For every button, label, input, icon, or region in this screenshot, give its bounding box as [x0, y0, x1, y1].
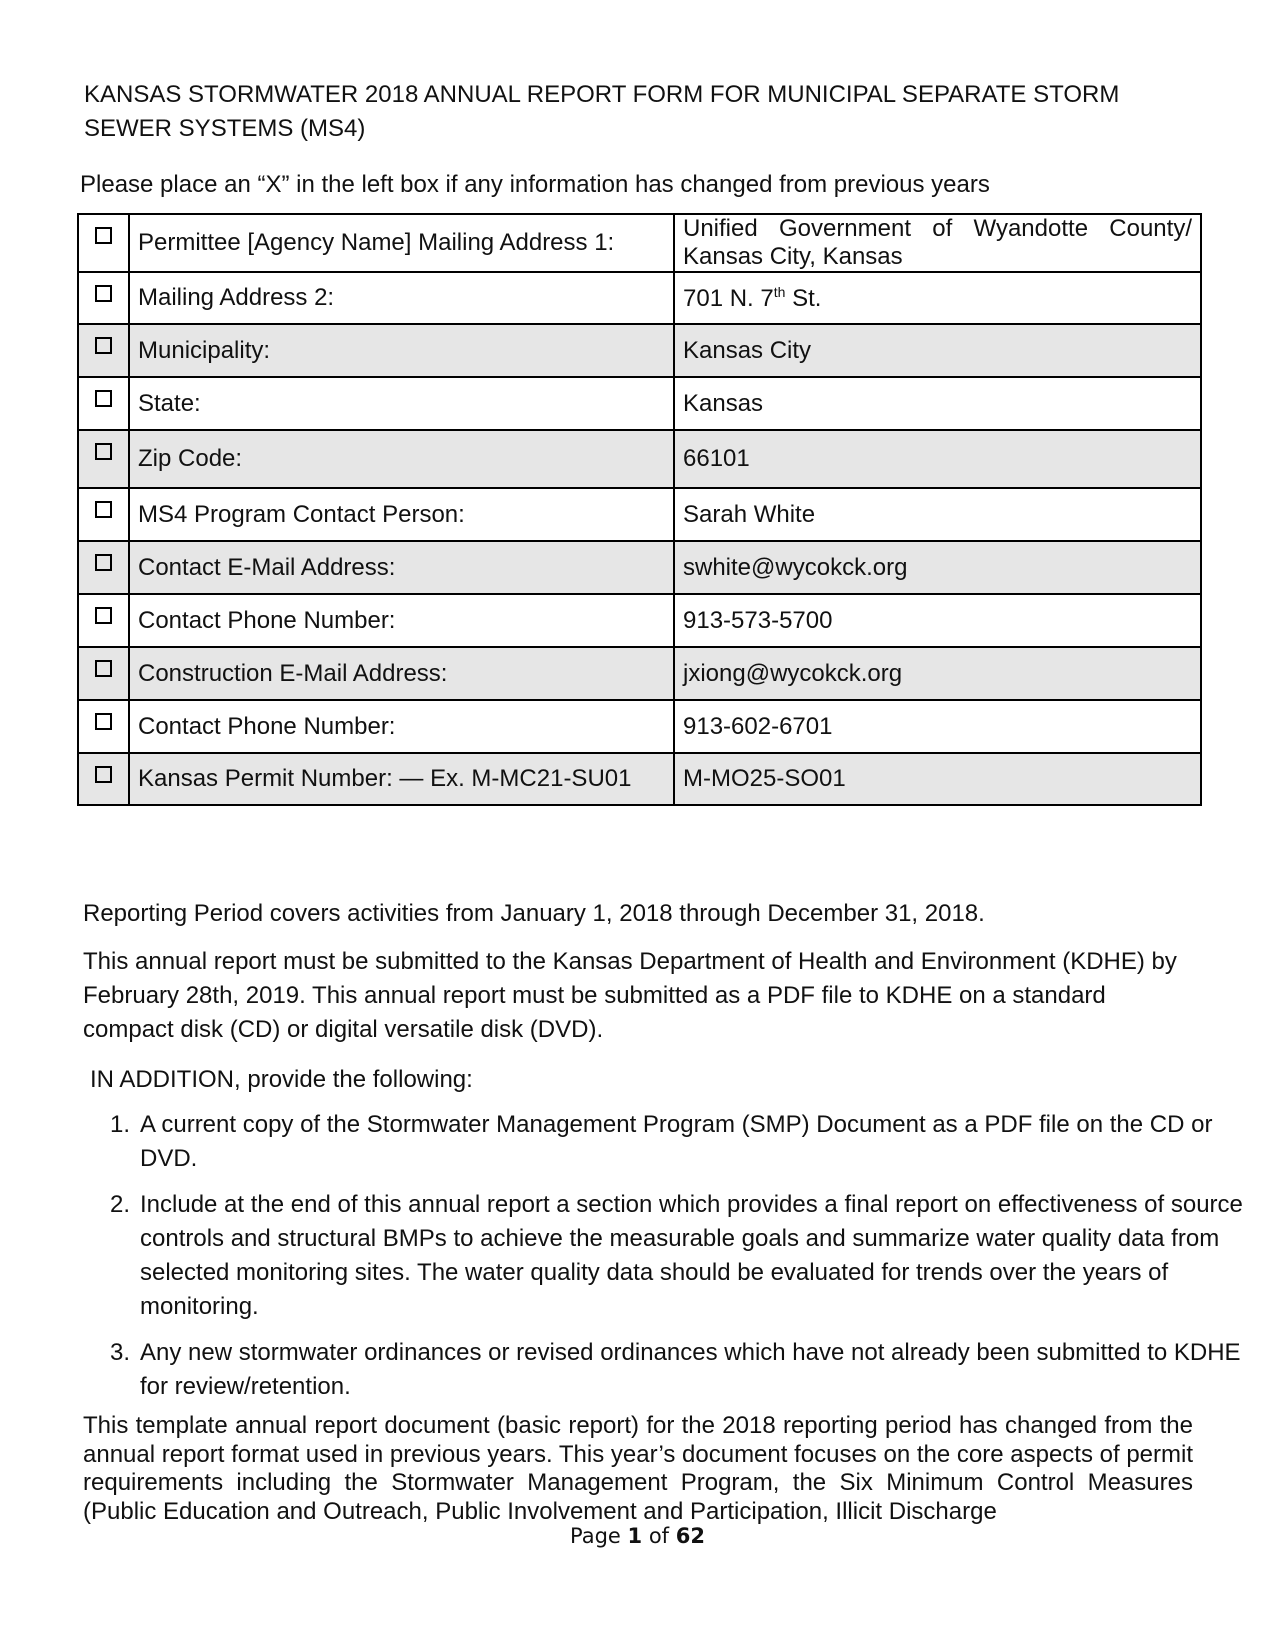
- instruction-text: Please place an “X” in the left box if any information has changed from previous years: [80, 171, 990, 198]
- field-label: Permittee [Agency Name] Mailing Address 1:: [129, 214, 674, 272]
- field-label: Mailing Address 2:: [129, 272, 674, 324]
- field-label: Contact Phone Number:: [129, 594, 674, 647]
- change-checkbox[interactable]: [95, 443, 112, 460]
- field-label: Kansas Permit Number: — Ex. M-MC21-SU01: [129, 753, 674, 805]
- change-checkbox[interactable]: [95, 337, 112, 354]
- change-checkbox[interactable]: [95, 501, 112, 518]
- field-label: MS4 Program Contact Person:: [129, 488, 674, 541]
- table-row: [78, 647, 1201, 700]
- value-text: 701 N. 7: [683, 284, 774, 312]
- requirements-list: [90, 1108, 1243, 1416]
- change-checkbox[interactable]: [95, 607, 112, 624]
- field-label: Construction E-Mail Address:: [129, 647, 674, 700]
- list-text: A current copy of the Stormwater Management Program (SMP) Document as a PDF file on the CD or DVD.: [140, 1111, 1213, 1172]
- checkbox-cell: [78, 324, 129, 377]
- list-text: Include at the end of this annual report a section which provides a final report on effectiveness of source controls and structural BMPs to achieve the measurable goals and summarize water quality data from selected monitoring sites. The water quality data should be evaluated for trends over the years of monitoring.: [140, 1191, 1243, 1320]
- change-checkbox[interactable]: [95, 660, 112, 677]
- list-number: 3.: [109, 1339, 130, 1366]
- checkbox-cell: [78, 488, 129, 541]
- footer-middle: of: [642, 1524, 676, 1548]
- checkbox-cell: [78, 214, 129, 272]
- list-item: [109, 1108, 1243, 1176]
- checkbox-cell: [78, 753, 129, 805]
- footer-prefix: Page: [570, 1524, 628, 1548]
- list-number: 1.: [109, 1111, 130, 1138]
- submission-text: This annual report must be submitted to the Kansas Department of Health and Environment (KDHE) by February 28th, 2019. This annual report must be submitted as a PDF file to KDHE on a standard compact disk (CD) or digital versatile disk (DVD).: [83, 948, 1177, 1043]
- table-row: [78, 272, 1201, 324]
- current-page: 1: [627, 1524, 643, 1548]
- checkbox-cell: [78, 647, 129, 700]
- field-value: M-MO25-SO01: [674, 753, 1201, 805]
- value-superscript: th: [773, 283, 786, 300]
- page-title: KANSAS STORMWATER 2018 ANNUAL REPORT FORM FOR MUNICIPAL SEPARATE STORM SEWER SYSTEMS (MS4): [84, 81, 1120, 142]
- field-label: Contact Phone Number:: [129, 700, 674, 753]
- field-label: Municipality:: [129, 324, 674, 377]
- change-checkbox[interactable]: [95, 554, 112, 571]
- table-row: [78, 541, 1201, 594]
- change-checkbox[interactable]: [95, 227, 112, 244]
- list-text: Any new stormwater ordinances or revised ordinances which have not already been submitted to KDHE for review/retention.: [140, 1339, 1241, 1400]
- change-checkbox[interactable]: [95, 390, 112, 407]
- list-item: [109, 1336, 1243, 1404]
- table-row: [78, 594, 1201, 647]
- in-addition-heading: IN ADDITION, provide the following:: [90, 1066, 473, 1093]
- field-value: 913-573-5700: [674, 594, 1201, 647]
- value-text: St.: [785, 284, 822, 312]
- checkbox-cell: [78, 541, 129, 594]
- field-value: 913-602-6701: [674, 700, 1201, 753]
- list-number: 2.: [109, 1191, 130, 1218]
- change-checkbox[interactable]: [95, 766, 112, 783]
- change-checkbox[interactable]: [95, 285, 112, 302]
- table-row: [78, 214, 1201, 272]
- reporting-period-text: Reporting Period covers activities from January 1, 2018 through December 31, 2018.: [83, 900, 985, 927]
- table-row: [78, 324, 1201, 377]
- field-value: Sarah White: [674, 488, 1201, 541]
- field-value: Kansas City: [674, 324, 1201, 377]
- checkbox-cell: [78, 272, 129, 324]
- checkbox-cell: [78, 377, 129, 430]
- field-label: Zip Code:: [129, 430, 674, 488]
- field-value: swhite@wycokck.org: [674, 541, 1201, 594]
- checkbox-cell: [78, 430, 129, 488]
- permittee-info-table: [77, 213, 1202, 806]
- change-checkbox[interactable]: [95, 713, 112, 730]
- field-label: State:: [129, 377, 674, 430]
- field-value: jxiong@wycokck.org: [674, 647, 1201, 700]
- field-value: [674, 272, 1201, 324]
- field-value: 66101: [674, 430, 1201, 488]
- field-value: Kansas: [674, 377, 1201, 430]
- field-value: Unified Government of Wyandotte County/ Kansas City, Kansas: [674, 214, 1201, 272]
- checkbox-cell: [78, 594, 129, 647]
- checkbox-cell: [78, 700, 129, 753]
- table-row: [78, 700, 1201, 753]
- list-item: [109, 1188, 1243, 1324]
- table-row: [78, 753, 1201, 805]
- total-pages: 62: [675, 1524, 705, 1548]
- template-description: This template annual report document (basic report) for the 2018 reporting period has changed from the annual report format used in previous years. This year’s document focuses on the core aspects of permit requirements including the Stormwater Management Program, the Six Minimum Control Measures (Public Education and Outreach, Public Involvement and Participation, Illicit Discharge: [83, 1412, 1193, 1525]
- table-row: [78, 377, 1201, 430]
- page-number-footer: [0, 1524, 1275, 1548]
- field-label: Contact E-Mail Address:: [129, 541, 674, 594]
- table-row: [78, 488, 1201, 541]
- table-row: [78, 430, 1201, 488]
